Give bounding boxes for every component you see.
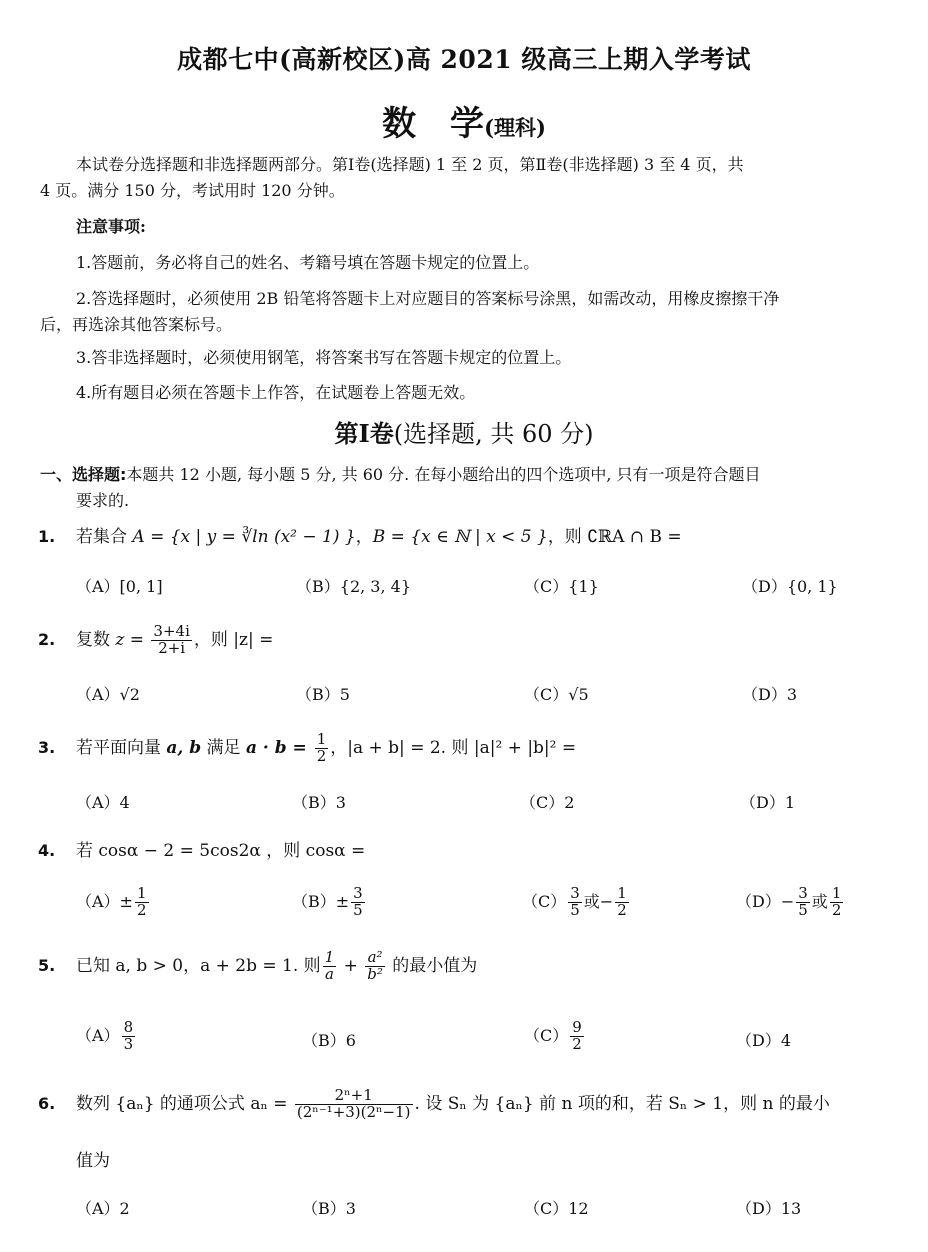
fraction-denominator: 2 xyxy=(831,900,842,919)
fraction-denominator: 2 xyxy=(617,900,627,919)
fraction xyxy=(323,950,337,983)
q5-option-c xyxy=(524,1020,586,1053)
exam-title: 成都七中(高新校区)高 2021 级高三上期入学考试 xyxy=(177,45,751,74)
part-1-desc-line-2: 要求的. xyxy=(76,491,130,510)
fraction-half xyxy=(315,732,329,765)
intro-line-1: 本试卷分选择题和非选择题两部分。第Ⅰ卷(选择题) 1 至 2 页，第Ⅱ卷(非选择题) 3 至 4 页，共 xyxy=(76,155,744,174)
question-4 xyxy=(38,838,898,864)
fraction-denominator: 5 xyxy=(798,900,808,919)
option-label: （A） xyxy=(76,1025,120,1045)
fraction-numerator: 3 xyxy=(353,884,363,902)
q6-option-a: （A）2 xyxy=(76,1199,130,1218)
plus-sign: + xyxy=(338,955,364,976)
q4-option-a xyxy=(76,886,151,919)
intro-line-2: 4 页。满分 150 分，考试用时 120 分钟。 xyxy=(40,181,345,200)
notes-title: 注意事项: xyxy=(76,217,146,236)
option-or: 或− xyxy=(583,891,614,911)
question-5 xyxy=(38,950,898,983)
question-number: 5. xyxy=(38,955,56,975)
fraction-denominator: b² xyxy=(367,964,383,983)
fraction xyxy=(568,886,582,919)
q3-option-b: （B）3 xyxy=(292,793,346,812)
fraction xyxy=(151,624,191,657)
set-a: A = {x | y = ∛ln (x² − 1) } xyxy=(132,527,356,547)
fraction-numerator: 1 xyxy=(831,884,842,902)
q1-option-d: （D）{0, 1} xyxy=(742,577,838,596)
part-1-desc xyxy=(40,462,890,488)
fraction xyxy=(122,1020,136,1053)
fraction-denominator: 5 xyxy=(353,900,363,919)
section-1-heading-rest: (选择题, 共 60 分) xyxy=(393,420,594,448)
q4-option-d xyxy=(736,886,845,919)
q3-option-a: （A）4 xyxy=(76,793,130,812)
q5-option-a xyxy=(76,1020,137,1053)
fraction-numerator: 3 xyxy=(798,884,808,902)
section-1-heading xyxy=(0,414,928,449)
q6-option-d: （D）13 xyxy=(736,1199,802,1218)
question-text-tail: ，则 ∁ℝA ∩ B = xyxy=(547,527,682,547)
vector-names: a, b xyxy=(166,737,202,758)
fraction-numerator: a² xyxy=(365,950,385,967)
option-label: （C） xyxy=(524,1025,569,1045)
fraction-denominator: 2 xyxy=(136,900,147,919)
fraction xyxy=(135,886,149,919)
fraction xyxy=(365,950,385,983)
question-6 xyxy=(38,1088,898,1121)
question-text: 已知 a, b > 0，a + 2b = 1. 则 xyxy=(76,955,321,976)
question-3 xyxy=(38,732,898,765)
set-b: B = {x ∈ ℕ | x < 5 } xyxy=(372,527,548,547)
fraction-numerator: 3+4i xyxy=(153,622,190,640)
subject-sub: (理科) xyxy=(484,115,546,140)
option-label: （A）± xyxy=(76,891,133,911)
dot-product: a · b = xyxy=(245,737,313,758)
question-number: 2. xyxy=(38,629,56,649)
fraction-numerator: 1 xyxy=(316,730,327,748)
fraction-denominator: 2 xyxy=(316,746,327,765)
subject-name: 数 学 xyxy=(382,104,485,144)
q6-option-c: （C）12 xyxy=(524,1199,589,1218)
separator: ， xyxy=(355,527,373,547)
fraction-denominator: (2ⁿ⁻¹+3)(2ⁿ−1) xyxy=(296,1102,411,1121)
question-text-tail: ，则 |z| = xyxy=(193,629,274,650)
note-item-2-line-2: 后，再选涂其他答案标号。 xyxy=(40,315,233,334)
question-1 xyxy=(38,524,898,550)
section-1-heading-bold: 第Ⅰ卷 xyxy=(334,419,394,448)
fraction-denominator: 5 xyxy=(570,900,580,919)
fraction xyxy=(351,886,365,919)
q3-option-c: （C）2 xyxy=(520,793,575,812)
question-text-tail: 的最小值为 xyxy=(386,955,478,976)
fraction-numerator: 1 xyxy=(136,884,147,902)
fraction xyxy=(615,886,629,919)
fraction-denominator: 2 xyxy=(572,1034,582,1053)
fraction-numerator: 1 xyxy=(324,948,335,966)
question-6-line-2: 值为 xyxy=(76,1151,110,1171)
fraction xyxy=(796,886,810,919)
question-number: 1. xyxy=(38,527,56,546)
fraction-numerator: 8 xyxy=(123,1018,134,1036)
fraction xyxy=(570,1020,584,1053)
fraction xyxy=(295,1088,413,1121)
note-item-3: 3.答非选择题时，必须使用钢笔，将答案书写在答题卡规定的位置上。 xyxy=(76,348,572,367)
question-text: 若 cosα − 2 = 5cos2α ，则 cosα = xyxy=(76,841,366,861)
fraction-numerator: 2ⁿ+1 xyxy=(295,1088,413,1105)
note-item-2-line-1: 2.答选择题时，必须使用 2B 铅笔将答题卡上对应题目的答案标号涂黑，如需改动，用橡皮擦擦干净 xyxy=(76,289,780,308)
part-1-label: 一、选择题: xyxy=(40,465,127,484)
option-label: （B）± xyxy=(292,891,350,911)
fraction-numerator: 3 xyxy=(570,884,580,902)
q1-option-c: （C）{1} xyxy=(524,577,599,596)
question-text: 若集合 xyxy=(76,527,133,547)
question-text: 若平面向量 xyxy=(76,737,167,758)
question-text: 数列 {aₙ} 的通项公式 aₙ = xyxy=(76,1093,293,1114)
question-number: 3. xyxy=(38,737,56,757)
q2-option-c: （C）√5 xyxy=(524,685,589,704)
fraction-numerator: 9 xyxy=(572,1018,582,1036)
option-label: （D）− xyxy=(736,891,795,911)
subject-title xyxy=(0,96,928,145)
fraction-denominator: 2+i xyxy=(158,638,186,657)
q2-option-a: （A）√2 xyxy=(76,685,140,704)
fraction-denominator: 3 xyxy=(123,1034,134,1053)
q5-option-b: （B）6 xyxy=(302,1031,356,1050)
q4-option-b xyxy=(292,886,367,919)
note-item-1: 1.答题前，务必将自己的姓名、考籍号填在答题卡规定的位置上。 xyxy=(76,253,540,272)
q3-option-d: （D）1 xyxy=(740,793,796,812)
note-item-4: 4.所有题目必须在答题卡上作答，在试题卷上答题无效。 xyxy=(76,383,476,402)
option-or: 或 xyxy=(811,891,828,911)
q5-option-d: （D）4 xyxy=(736,1031,792,1050)
question-number: 4. xyxy=(38,841,56,860)
q6-option-b: （B）3 xyxy=(302,1199,356,1218)
part-1-desc-line-1: 本题共 12 小题, 每小题 5 分, 共 60 分. 在每小题给出的四个选项中, 只有一项是符合题目 xyxy=(126,465,761,484)
question-text-tail: ，|a + b| = 2. 则 |a|² + |b|² = xyxy=(330,737,577,758)
question-text-mid: 满足 xyxy=(201,737,246,758)
z-var: z = xyxy=(115,629,150,650)
q1-option-a: （A）[0, 1] xyxy=(76,577,163,596)
question-number: 6. xyxy=(38,1093,56,1113)
question-text: 复数 xyxy=(76,629,116,650)
fraction-denominator: a xyxy=(324,964,334,983)
q2-option-b: （B）5 xyxy=(296,685,350,704)
q1-option-b: （B）{2, 3, 4} xyxy=(296,577,412,596)
fraction-numerator: 1 xyxy=(617,884,627,902)
q4-option-c xyxy=(522,886,631,919)
q2-option-d: （D）3 xyxy=(742,685,798,704)
option-label: （C） xyxy=(522,891,567,911)
fraction xyxy=(830,886,844,919)
question-text-tail: . 设 Sₙ 为 {aₙ} 前 n 项的和，若 Sₙ > 1，则 n 的最小 xyxy=(414,1093,830,1114)
question-2 xyxy=(38,624,898,657)
